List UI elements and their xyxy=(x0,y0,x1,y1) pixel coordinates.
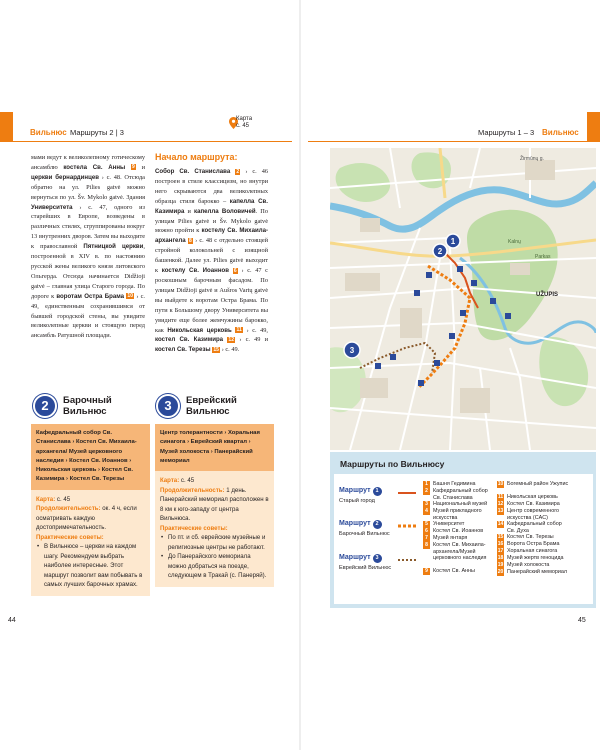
sight-marker xyxy=(414,290,420,296)
legend-sight-name: Музей прикладного искусства xyxy=(433,508,482,521)
route-3-number-badge: 3 xyxy=(156,394,180,418)
legend-sight-name: Кафедральный собор Св. Станислава xyxy=(433,488,488,501)
map-label: Карта: xyxy=(160,477,180,485)
legend-sight-number: 11 xyxy=(497,494,504,500)
text: , построенной в XIV в. по настоянию русской жены великого князя литовского Ольгерда. Отсюда начинается Didžioji gatvė – главная улица Старого города. По дороге к xyxy=(31,243,145,300)
legend-sight-name: Музей жертв геноцида xyxy=(507,555,564,561)
tip-item: • По пт. и сб. еврейские музейные и религиозные центры не работают. xyxy=(160,533,269,552)
start-heading: Начало маршрута: xyxy=(155,152,238,162)
route-3-info-box xyxy=(155,424,274,587)
bold-term: костел Св. Терезы xyxy=(155,346,211,354)
legend-route-1-name: Старый город xyxy=(339,498,375,504)
legend-sight-name: Центр современного искусства (CAC) xyxy=(507,508,560,521)
route-2-map-line xyxy=(36,495,145,505)
map-label: Карта: xyxy=(36,495,56,503)
legend-sight-name: Панерайский мемориал xyxy=(507,569,567,575)
duration-label: Продолжительность: xyxy=(160,486,225,494)
text: › с. 48. Отсюда обратно на ул. Pilies gatvė можно вернуться по ул. Šv. Mykolo gatvė. Здания xyxy=(31,173,145,201)
route-2-title-text xyxy=(63,395,112,417)
route-3-map-line xyxy=(160,476,269,486)
legend-sight-number: 12 xyxy=(497,501,504,507)
legend-sight-name: Ворота Остра Брама xyxy=(507,541,560,547)
legend-sight-name: Костел Св. Казимира xyxy=(507,501,560,507)
tips-label: Практические советы: xyxy=(160,524,228,532)
sight-marker xyxy=(490,298,496,304)
sight-number: 9 xyxy=(132,164,135,171)
legend-sight-number: 1 xyxy=(423,481,430,488)
legend-sight-number: 14 xyxy=(497,521,504,527)
legend-route-label: Маршрут xyxy=(339,520,371,527)
left-header-brand: Вильнюс xyxy=(30,128,67,137)
route-2-info-box xyxy=(31,424,150,596)
bold-term: Никольская церковь xyxy=(167,326,232,334)
sight-marker xyxy=(434,360,440,366)
sight-marker xyxy=(375,363,381,369)
bold-term: костел Св. Казимира xyxy=(155,336,224,344)
legend-sight-name: Башня Гедимина xyxy=(433,481,476,487)
legend-sight-number: 10 xyxy=(497,481,504,487)
body-text-column-1 xyxy=(31,153,145,341)
text: › с. 48 с отдельно стоящей стройной колокольней с изящной башенкой. Далее ул. Pilies gatvė выходит к xyxy=(155,237,269,275)
text: › с. 49, xyxy=(243,326,268,334)
legend-route-2 xyxy=(339,520,382,529)
legend-sight-number: 5 xyxy=(423,521,430,528)
legend-route-label: Маршрут xyxy=(339,487,371,494)
body-text-column-2 xyxy=(155,167,268,355)
bold-term: костела Св. Анны xyxy=(63,163,126,171)
route-3-title-text xyxy=(186,395,237,417)
legend-sight-name: Костел Св. Иоаннов xyxy=(433,528,484,534)
map-value: с. 45 xyxy=(179,477,195,485)
text: › с. 49 и xyxy=(235,336,268,344)
sight-marker xyxy=(426,272,432,278)
legend-sight-number: 2 xyxy=(423,488,430,495)
legend-sight-name: Хоральная синагога xyxy=(507,548,558,554)
right-header-brand: Вильнюс xyxy=(542,128,579,137)
tips-label: Практические советы: xyxy=(36,533,104,541)
legend-sight-number: 17 xyxy=(497,548,504,554)
tip-item: • До Панерайского мемориала можно добраться на поезде, следующем в Тракай (с. Панеряй). xyxy=(160,552,269,581)
park-label: Kalnų xyxy=(508,239,521,245)
route-2-title-line-2: Вильнюс xyxy=(63,406,107,417)
route-2-details xyxy=(31,490,150,596)
legend-sight-number: 18 xyxy=(497,555,504,561)
bold-term: костелу Св. Михаила-архангела xyxy=(155,227,268,245)
legend-route-number: 1 xyxy=(373,487,382,496)
sight-marker xyxy=(390,354,396,360)
bold-term: воротам Остра Брама xyxy=(56,292,125,300)
legend-route-number: 2 xyxy=(373,520,382,529)
bold-term: костелу Св. Иоаннов xyxy=(161,267,229,275)
right-page-number: 45 xyxy=(578,617,586,624)
text: › с. 46 построен в стиле классицизм, но внутри него скрываются два великолепных образца стиля барокко – xyxy=(155,168,268,205)
book-gutter xyxy=(299,0,301,750)
legend-sight-number: 7 xyxy=(423,535,430,542)
legend-route-swatches xyxy=(398,488,416,578)
route-2-duration-line xyxy=(36,504,145,533)
route-1-map-marker-label: 1 xyxy=(450,237,456,246)
sight-number: 8 xyxy=(189,237,192,244)
legend-title: Маршруты по Вильнюсу xyxy=(340,459,445,469)
legend-sight-number: 15 xyxy=(497,534,504,540)
sight-number: 6 xyxy=(233,267,237,274)
text: › с. 49. xyxy=(220,346,240,354)
sight-number: 10 xyxy=(127,293,133,300)
sight-marker xyxy=(505,313,511,319)
sight-marker xyxy=(471,280,477,286)
legend-sight-name: Костел Св. Терезы xyxy=(507,534,554,540)
city-map-graphic xyxy=(330,148,596,450)
city-map[interactable] xyxy=(330,148,596,450)
right-header-route: Маршруты 1 – 3 xyxy=(478,128,535,137)
duration-value: ок. 4 ч, если осматривать каждую достопримечательность. xyxy=(36,505,137,532)
legend-sight-number: 8 xyxy=(423,542,430,549)
text: › с. 47 с роскошным барочным фасадом. По улицам Didžioji gatvė и Aušros Vartų gatvė вы выйдете к воротам Остра Брама. По пути к Большому двору Университета вы увидите еще более жемчужины барокко, как xyxy=(155,267,268,334)
sight-number: 15 xyxy=(213,346,219,353)
map-reference xyxy=(236,116,252,130)
duration-value: 1 день. Панерайский мемориал расположен в 8 км к юго-западу от центра Вильнюса. xyxy=(160,486,269,523)
park-label: Parkas xyxy=(535,254,551,260)
text: › с. 49, единственным сохранившимся от бывшей городской стены, вы увидите великолепные церкви и стоящую перед ансамбль Ратушной площади. xyxy=(31,292,145,340)
route-2-map-marker-label: 2 xyxy=(437,247,443,256)
text: и xyxy=(184,207,195,215)
left-header-route: Маршруты 2 | 3 xyxy=(70,128,124,137)
route-3-stops: Центр толерантности › Хоральная синагога › Еврейский квартал › Музей холокоста › Панерайский мемориал xyxy=(155,424,274,471)
sight-marker xyxy=(460,310,466,316)
route-3-title-line-1: Еврейский xyxy=(186,395,237,406)
bold-term: Пятницкой церкви xyxy=(83,243,144,251)
duration-label: Продолжительность: xyxy=(36,505,101,513)
bold-term: капелла Св. Казимира xyxy=(155,197,268,215)
right-running-header xyxy=(308,128,592,142)
route-3-title-line-2: Вильнюс xyxy=(186,406,230,417)
sight-marker xyxy=(457,266,463,272)
legend-sight-number: 13 xyxy=(497,508,504,514)
legend-sight-number: 9 xyxy=(423,568,430,575)
legend-sight-name: Костел Св. Анны xyxy=(433,568,475,574)
route-3-details xyxy=(155,471,274,587)
text: и xyxy=(136,163,145,171)
route-3-duration-line xyxy=(160,486,269,524)
legend-route-number: 3 xyxy=(373,554,382,563)
legend-sight-name: Богемный район Ужупис xyxy=(507,481,569,487)
text: › с. 47, одного из старейших в Европе, возведены в различных стилях, сгруппированы вокруг 13 внутренних дворов. Затем вы выходите к православной xyxy=(31,203,145,251)
legend-sight-number: 3 xyxy=(423,501,430,508)
route-3-map-marker-label: 3 xyxy=(349,346,355,355)
route-2-title-line-1: Барочный xyxy=(63,395,112,406)
legend-sight-name: Кафедральный собор Св. Духа xyxy=(507,521,562,534)
legend-sight-number: 6 xyxy=(423,528,430,535)
legend-route-1 xyxy=(339,487,382,496)
map-reference-page: с. 45 xyxy=(236,123,250,129)
legend-sight-name: Музей холокоста xyxy=(507,562,550,568)
map-value: с. 45 xyxy=(55,495,71,503)
legend-sight-name: Национальный музей xyxy=(433,501,488,507)
legend-sight-name: Никольская церковь xyxy=(507,494,558,500)
legend-sight-number: 16 xyxy=(497,541,504,547)
sight-number: 2 xyxy=(236,168,240,175)
sight-marker xyxy=(449,333,455,339)
left-page-number: 44 xyxy=(8,617,16,624)
sight-number: 12 xyxy=(228,336,234,343)
bold-term: церкви бернардинцев xyxy=(31,173,99,181)
legend-sight-number: 19 xyxy=(497,562,504,568)
map-reference-label: Карта xyxy=(236,116,253,122)
legend-sight-number: 4 xyxy=(423,508,430,515)
legend-route-3-name: Еврейский Вильнюс xyxy=(339,565,392,571)
legend-sight-number: 20 xyxy=(497,569,504,575)
legend-sight-name: Университет xyxy=(433,521,465,527)
tip-item: • В Вильнюсе – церкви на каждом шагу. Рекомендуем выбрать наиболее интересные. Этот маршрут позволит вам побывать в самых лучших барочных храмах. xyxy=(36,542,145,590)
route-2-stops: Кафедральный собор Св. Станислава › Костел Св. Михаила-архангела/ Музей церковного наследия › Костел Св. Иоаннов › Никольская церковь › Костел Св. Казимира › Костел Св. Терезы xyxy=(31,424,150,490)
route-2-number-badge: 2 xyxy=(33,394,57,418)
bold-term: капелла Воловичей xyxy=(194,207,256,215)
sight-number: 11 xyxy=(236,327,242,333)
bold-term: Университета xyxy=(31,203,73,211)
legend-route-label: Маршрут xyxy=(339,554,371,561)
legend-route-3 xyxy=(339,554,382,563)
sight-marker xyxy=(418,380,424,386)
text: мами ведут к великолепному готическому ансамблю xyxy=(31,154,145,171)
legend-sight-name: Костел Св. Михаила-архангела/Музей церковного наследия xyxy=(433,542,487,561)
left-running-header xyxy=(8,128,292,142)
legend-route-2-name: Барочный Вильнюс xyxy=(339,531,390,537)
legend-sight-name: Музей янтаря xyxy=(433,535,468,541)
bold-term: Собор Св. Станислава xyxy=(155,168,231,175)
street-label: Žirmūnų g. xyxy=(520,156,544,162)
district-label-uzupis: UŽUPIS xyxy=(536,292,559,298)
text: . По улицам Pilies gatvė и Šv. Mykolo gatvė можно пройти к xyxy=(155,207,268,235)
